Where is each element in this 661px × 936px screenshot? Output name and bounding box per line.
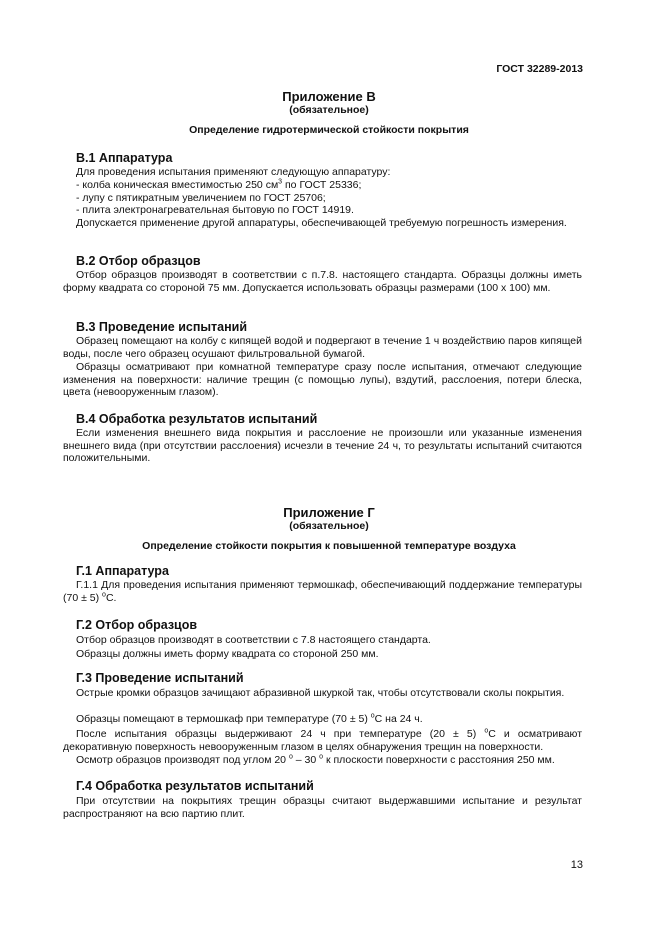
section-g4-title: Г.4 Обработка результатов испытаний [76, 779, 314, 793]
annex-g-title: Приложение Г [283, 505, 375, 520]
paragraph: Образец помещают на колбу с кипящей водой и подвергают в течение 1 ч воздействию паров кипящей воды, после чего образец осушают фильтровальной бумагой. [63, 335, 582, 360]
annex-v-subject: Определение гидротермической стойкости покрытия [189, 124, 469, 136]
annex-v-status: (обязательное) [289, 104, 369, 116]
paragraph: Образцы осматривают при комнатной температуре сразу после испытания, отмечают следующие изменения на поверхности: наличие трещин (с помощью лупы), вздутий, расслоения, потери блеска, цвета (невооруженным глазом). [63, 361, 582, 399]
paragraph: Осмотр образцов производят под углом 20 $^o$ – 30 $^o$ к плоскости поверхности с расстояния 250 мм. [76, 753, 555, 766]
paragraph: Г.1.1 Для проведения испытания применяют термошкаф, обеспечивающий поддержание температуры (70 ± 5) $^o$С. [63, 579, 582, 604]
list-item: - плита электронагревательная бытовую по ГОСТ 14919. [76, 204, 354, 216]
paragraph: Допускается применение другой аппаратуры, обеспечивающей требуемую погрешность измерения. [76, 217, 567, 229]
section-g2-title: Г.2 Отбор образцов [76, 618, 198, 632]
paragraph: Если изменения внешнего вида покрытия и расслоение не произошли или указанные изменения внешнего вида (при отсутствии расслоения) исчезли в течение 24 ч, то результаты испытаний считаются положительными. [63, 427, 582, 465]
paragraph: При отсутствии на покрытиях трещин образцы считают выдержавшими испытание и результат распространяют на всю партию плит. [63, 795, 582, 820]
standard-code: ГОСТ 32289-2013 [496, 63, 583, 75]
section-g1-title: Г.1 Аппаратура [76, 564, 169, 578]
paragraph: Острые кромки образцов зачищают абразивной шкуркой так, чтобы отсутствовали сколы покрытия. [76, 687, 565, 699]
annex-v-title: Приложение В [282, 89, 376, 104]
list-item: - лупу с пятикратным увеличением по ГОСТ 25706; [76, 192, 326, 204]
paragraph: Образцы должны иметь форму квадрата со стороной 250 мм. [76, 648, 379, 660]
section-v1-title: В.1 Аппаратура [76, 151, 173, 165]
section-v4-title: В.4 Обработка результатов испытаний [76, 412, 318, 426]
section-g3-title: Г.3 Проведение испытаний [76, 671, 244, 685]
annex-g-status: (обязательное) [289, 520, 369, 532]
paragraph: Отбор образцов производят в соответствии с п.7.8. настоящего стандарта. Образцы должны иметь форму квадрата со стороной 75 мм. Допускается использовать образцы размерами (100 х 100) мм. [63, 269, 582, 294]
section-v2-title: В.2 Отбор образцов [76, 254, 201, 268]
page-number: 13 [570, 859, 583, 871]
paragraph: Отбор образцов производят в соответствии с 7.8 настоящего стандарта. [76, 634, 431, 646]
section-v3-title: В.3 Проведение испытаний [76, 320, 248, 334]
paragraph: Для проведения испытания применяют следующую аппаратуру: [76, 166, 391, 178]
annex-g-subject: Определение стойкости покрытия к повышенной температуре воздуха [142, 540, 516, 552]
paragraph: После испытания образцы выдерживают 24 ч при температуре (20 ± 5) $^o$С и осматривают декоративную поверхность невооруженным глазом в целях обнаружения трещин на поверхности. [63, 727, 583, 753]
list-item: - колба коническая вместимостью 250 $см^3$ по ГОСТ 25336; [76, 178, 362, 191]
paragraph: Образцы помещают в термошкаф при температуре (70 ± 5) $^o$С на 24 ч. [76, 712, 423, 725]
